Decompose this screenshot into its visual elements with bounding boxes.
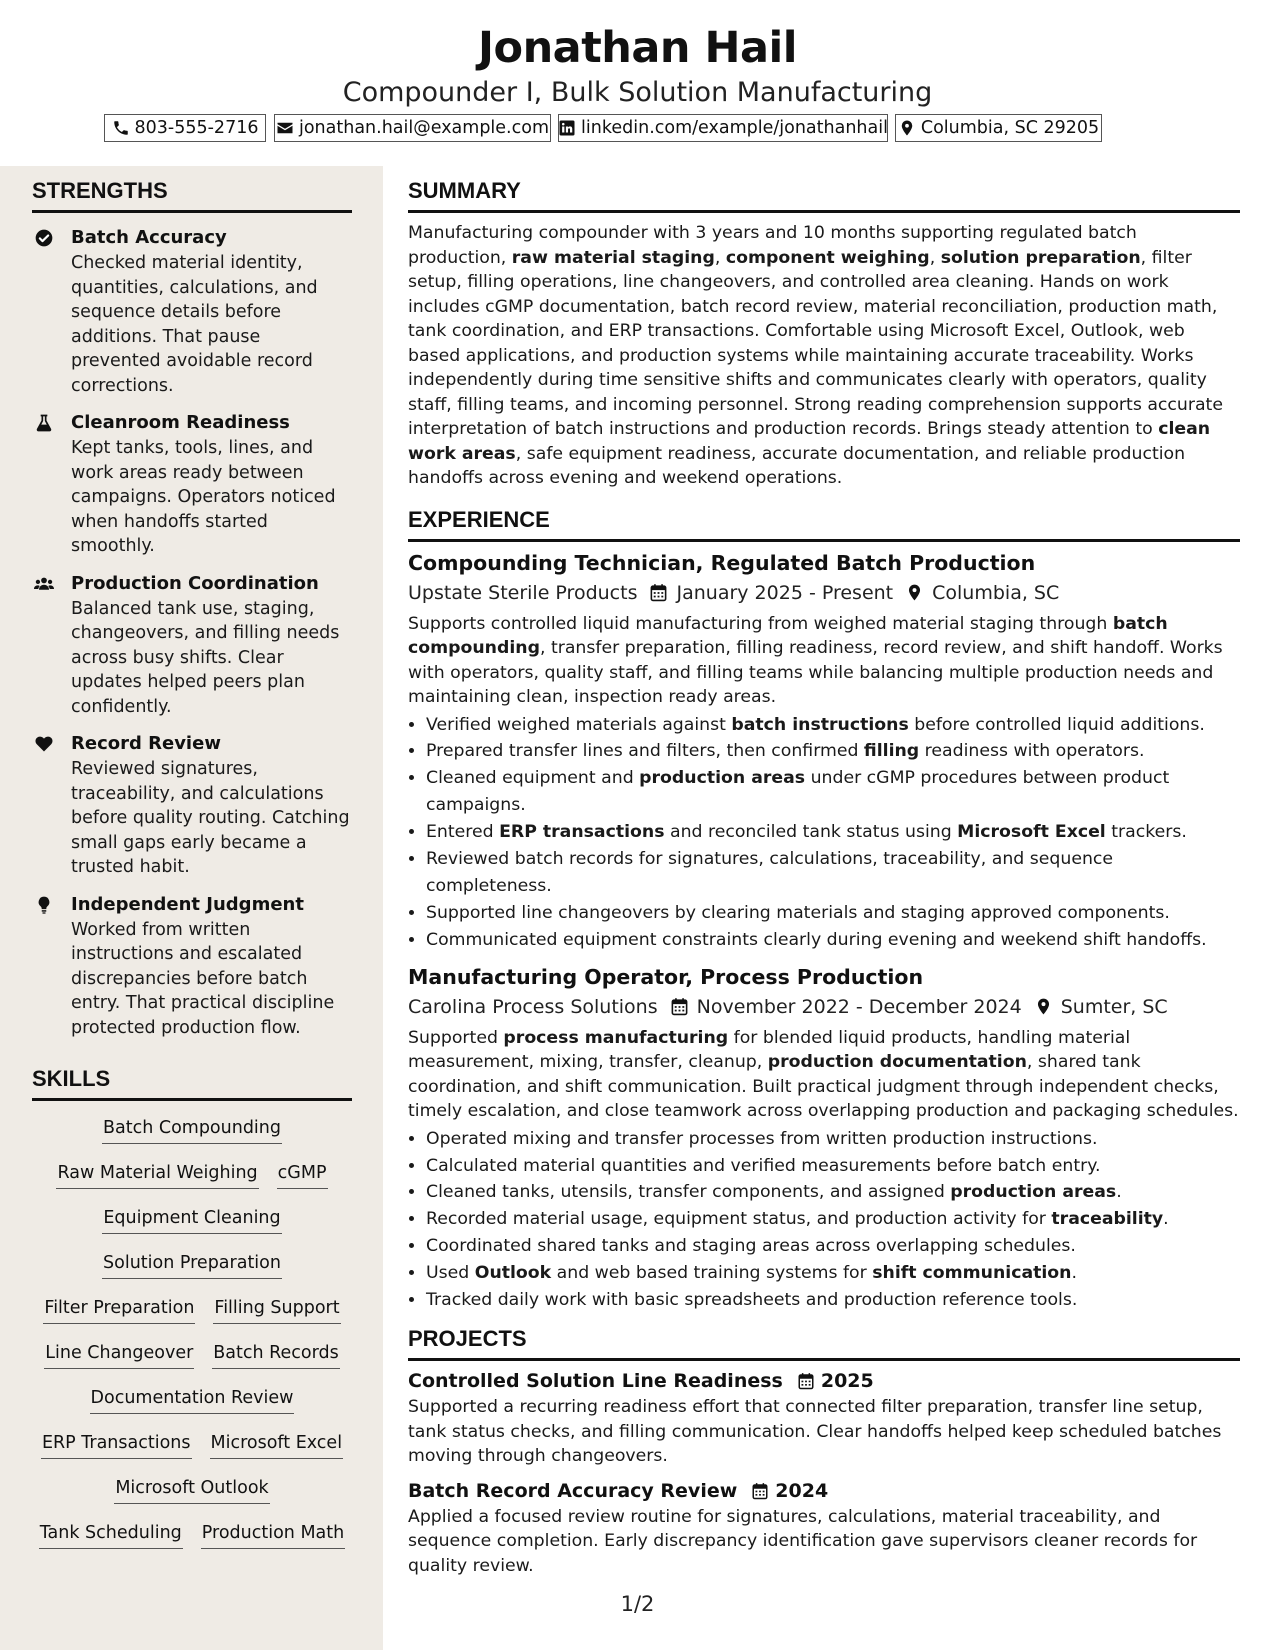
job-location: Sumter, SC: [1060, 995, 1168, 1018]
text-run: , shared tank coordination, and shift communication. Built practical judgment through independent checks, timely escalation, and close teamwork across overlapping production and packaging schedules.: [408, 1052, 1239, 1122]
skill-tag: Documentation Review: [90, 1385, 295, 1414]
project-entry: [408, 1477, 1240, 1579]
skill-tag: Raw Material Weighing: [56, 1160, 258, 1189]
lightbulb-icon: [34, 895, 54, 915]
email-text: jonathan.hail@example.com: [298, 117, 550, 138]
bold-text: raw material staging: [511, 247, 715, 268]
strength-item: [32, 225, 352, 398]
strength-desc: Worked from written instructions and escalated discrepancies before batch entry. That practical discipline protected production flow.: [71, 919, 335, 1038]
calendar-icon: [670, 997, 689, 1016]
strengths-heading: STRENGTHS: [32, 176, 352, 213]
project-year: 2024: [775, 1479, 829, 1502]
bullet-item: [426, 738, 1240, 765]
text-run: Supports controlled liquid manufacturing from weighed material staging through: [408, 613, 1113, 634]
skill-row: [32, 1160, 352, 1205]
text-run: readiness with operators.: [919, 741, 1145, 762]
strength-title: Cleanroom Readiness: [71, 412, 290, 433]
skill-row: [32, 1520, 352, 1565]
skill-tag: cGMP: [277, 1160, 328, 1189]
job-entry: [408, 962, 1240, 1314]
job-summary: [408, 1026, 1240, 1124]
calendar-icon: [751, 1482, 769, 1500]
bold-text: production documentation: [767, 1052, 1027, 1073]
project-year: 2025: [820, 1370, 874, 1392]
job-dates: November 2022 - December 2024: [696, 995, 1022, 1018]
strength-item: [32, 571, 352, 720]
skill-row: [32, 1430, 352, 1475]
bold-text: traceability: [1051, 1209, 1164, 1230]
strength-desc: Reviewed signatures, traceability, and calculations before quality routing. Catching small gaps early became a trusted habit.: [71, 759, 350, 877]
skill-tag: Equipment Cleaning: [102, 1205, 281, 1234]
bold-text: production areas: [950, 1182, 1117, 1203]
bullet-item: [426, 1287, 1240, 1314]
text-run: Verified weighed materials against: [426, 714, 732, 735]
text-run: , filter setup, filling operations, line changeovers, and controlled area cleaning. Hands on work includes cGMP documentation, batch record review, material reconciliation, production math, tank coordination, and ERP transactions. Comfortable using Microsoft Excel, Outlook, web based applications, and production systems while maintaining accurate traceability. Works independently during time sensitive shifts and communicates clearly with operators, quality staff, filling teams, and incoming personnel. Strong reading comprehension supports accurate interpretation of batch instructions and production records. Brings steady attention to: [408, 247, 1223, 439]
strength-item: [32, 410, 352, 559]
text-run: Cleaned tanks, utensils, transfer components, and assigned: [426, 1182, 951, 1203]
calendar-icon: [797, 1372, 815, 1390]
summary-heading: SUMMARY: [408, 176, 1240, 213]
bullet-item: [426, 846, 1240, 900]
skills-heading: SKILLS: [32, 1064, 352, 1101]
text-run: ,: [929, 247, 941, 268]
skill-tag: Line Changeover: [44, 1340, 194, 1369]
bullet-item: [426, 712, 1240, 739]
strength-desc: Checked material identity, quantities, calculations, and sequence details before additions. That pause prevented avoidable record corrections.: [71, 253, 318, 396]
skill-row: [32, 1475, 352, 1520]
page-number: 1/2: [620, 1592, 655, 1616]
strength-title: Independent Judgment: [71, 893, 304, 915]
job-title: Manufacturing Operator, Process Production: [408, 964, 924, 989]
text-run: trackers.: [1105, 822, 1187, 843]
bold-text: production areas: [639, 768, 806, 789]
strengths-list: [32, 225, 352, 1040]
skill-tag: Filter Preparation: [43, 1295, 195, 1324]
job-bullets: [408, 1126, 1240, 1314]
text-run: Prepared transfer lines and filters, then confirmed: [426, 741, 864, 762]
strength-item: [32, 892, 352, 1041]
skill-tag: ERP Transactions: [41, 1430, 192, 1459]
phone-icon: [112, 119, 130, 137]
candidate-name: Jonathan Hail: [478, 23, 797, 73]
skill-tag: Microsoft Outlook: [114, 1475, 269, 1504]
linkedin-text: linkedin.com/example/jonathanhail: [581, 117, 888, 138]
project-desc: Applied a focused review routine for signatures, calculations, material traceability, and sequence completion. Early discrepancy identification gave supervisors cleaner records for quality review.: [408, 1506, 1198, 1576]
job-summary: [408, 612, 1240, 710]
contact-linkedin[interactable]: [558, 114, 888, 142]
project-name: Batch Record Accuracy Review: [408, 1479, 738, 1502]
text-run: Operated mixing and transfer processes from written production instructions.: [426, 1128, 1098, 1149]
text-run: Supported line changeovers by clearing materials and staging approved components.: [426, 902, 1170, 923]
strength-item: [32, 731, 352, 880]
text-run: Used: [426, 1263, 475, 1284]
text-run: ,: [714, 247, 726, 268]
project-desc: Supported a recurring readiness effort that connected filter preparation, transfer line setup, tank status checks, and filling communication. Clear handoffs helped keep scheduled batches moving through changeovers.: [408, 1397, 1222, 1466]
job-bullets: [408, 712, 1240, 954]
bold-text: process manufacturing: [503, 1027, 729, 1048]
text-run: .: [1071, 1263, 1077, 1284]
strength-title: Batch Accuracy: [71, 227, 227, 248]
resume-header: [0, 18, 1275, 108]
text-run: before controlled liquid additions.: [908, 714, 1205, 735]
bold-text: Microsoft Excel: [957, 822, 1106, 843]
bullet-item: [426, 819, 1240, 846]
bullet-item: [426, 765, 1240, 819]
bold-text: filling: [863, 741, 920, 762]
bold-text: batch instructions: [731, 714, 909, 735]
experience-list: [408, 548, 1240, 1315]
project-title: [408, 1477, 1240, 1505]
text-run: Calculated material quantities and verified measurements before batch entry.: [426, 1155, 1101, 1176]
text-run: Tracked daily work with basic spreadsheets and production reference tools.: [426, 1290, 1078, 1311]
text-run: for blended liquid products, handling material measurement, mixing, transfer, cleanup,: [408, 1027, 1131, 1073]
phone-text: 803-555-2716: [134, 117, 259, 138]
bullet-item: [426, 1153, 1240, 1180]
flask-icon: [34, 413, 54, 433]
skills-list: [32, 1115, 352, 1565]
skill-row: [32, 1115, 352, 1160]
right-column: [408, 176, 1240, 1578]
map-pin-icon: [898, 119, 916, 137]
linkedin-icon: [558, 119, 576, 137]
contact-phone[interactable]: [104, 114, 266, 142]
job-entry: [408, 548, 1240, 954]
bullet-item: [426, 1233, 1240, 1260]
text-run: .: [1163, 1209, 1169, 1230]
skill-row: [32, 1250, 352, 1295]
skill-row: [32, 1340, 352, 1385]
project-name: Controlled Solution Line Readiness: [408, 1370, 783, 1392]
bullet-item: [426, 1206, 1240, 1233]
bullet-item: [426, 927, 1240, 954]
strength-desc: Kept tanks, tools, lines, and work areas ready between campaigns. Operators noticed when handoffs started smoothly.: [71, 438, 336, 556]
project-title: [408, 1367, 1240, 1395]
text-run: Supported: [408, 1027, 504, 1048]
skill-row: [32, 1385, 352, 1430]
skill-tag: Filling Support: [213, 1295, 340, 1324]
skill-tag: Production Math: [201, 1520, 345, 1549]
text-run: Manufacturing compounder with 3 years and 10 months supporting regulated batch production,: [408, 223, 1137, 268]
projects-list: [408, 1367, 1240, 1578]
job-title: Compounding Technician, Regulated Batch Production: [408, 550, 1036, 575]
contact-email[interactable]: [274, 114, 551, 142]
text-run: Reviewed batch records for signatures, calculations, traceability, and sequence completeness.: [426, 849, 1114, 896]
contact-location: [895, 114, 1102, 142]
job-meta: [408, 992, 1240, 1022]
calendar-icon: [649, 583, 668, 602]
text-run: Communicated equipment constraints clearly during evening and weekend shift handoffs.: [426, 929, 1207, 950]
skill-row: [32, 1295, 352, 1340]
company-name: Upstate Sterile Products: [408, 581, 638, 604]
envelope-icon: [276, 119, 294, 137]
skill-tag: Microsoft Excel: [210, 1430, 344, 1459]
skill-tag: Solution Preparation: [102, 1250, 282, 1279]
users-icon: [34, 574, 54, 594]
bullet-item: [426, 1260, 1240, 1287]
bullet-item: [426, 1126, 1240, 1153]
text-run: , safe equipment readiness, accurate documentation, and reliable production handoffs across evening and weekend operations.: [408, 443, 1186, 488]
job-location: Columbia, SC: [932, 581, 1060, 604]
location-text: Columbia, SC 29205: [920, 117, 1100, 138]
text-run: Coordinated shared tanks and staging areas across overlapping schedules.: [426, 1236, 1076, 1257]
strength-title: Production Coordination: [71, 572, 319, 594]
bold-text: shift communication: [872, 1263, 1072, 1284]
skill-tag: Batch Records: [212, 1340, 339, 1369]
skill-tag: Batch Compounding: [102, 1115, 282, 1144]
text-run: Entered: [426, 822, 500, 843]
strength-title: Record Review: [71, 733, 221, 754]
left-column: [32, 176, 352, 1565]
text-run: and web based training systems for: [551, 1263, 873, 1284]
strength-desc: Balanced tank use, staging, changeovers, and filling needs across busy shifts. Clear updates helped peers plan confidently.: [71, 598, 340, 717]
bold-text: solution preparation: [940, 247, 1141, 268]
text-run: .: [1116, 1182, 1122, 1203]
bold-text: ERP transactions: [499, 822, 665, 843]
candidate-title: Compounder I, Bulk Solution Manufacturing: [342, 77, 933, 108]
map-pin-icon: [905, 583, 924, 602]
text-run: , transfer preparation, filling readiness, record review, and shift handoff. Works with operators, quality staff, and filling teams while balancing multiple production needs and maintaining clean, inspection ready areas.: [408, 638, 1223, 707]
summary-text: [408, 221, 1240, 491]
text-run: under cGMP procedures between product campaigns.: [426, 768, 1170, 816]
heart-icon: [34, 734, 54, 754]
project-entry: [408, 1367, 1240, 1469]
text-run: Recorded material usage, equipment status, and production activity for: [426, 1209, 1052, 1230]
bullet-item: [426, 1179, 1240, 1206]
bold-text: batch compounding: [408, 613, 1168, 658]
text-run: and reconciled tank status using: [664, 822, 958, 843]
projects-heading: PROJECTS: [408, 1324, 1240, 1361]
job-dates: January 2025 - Present: [676, 581, 894, 604]
map-pin-icon: [1034, 997, 1053, 1016]
contact-bar: [0, 114, 1275, 144]
job-meta: [408, 578, 1240, 608]
bold-text: component weighing: [725, 247, 930, 268]
text-run: Cleaned equipment and: [426, 768, 640, 789]
bullet-item: [426, 900, 1240, 927]
skill-row: [32, 1205, 352, 1250]
skill-tag: Tank Scheduling: [39, 1520, 183, 1549]
company-name: Carolina Process Solutions: [408, 995, 658, 1018]
bold-text: clean work areas: [408, 419, 1211, 464]
bold-text: Outlook: [474, 1263, 552, 1284]
check-circle-icon: [34, 228, 54, 248]
experience-heading: EXPERIENCE: [408, 505, 1240, 542]
